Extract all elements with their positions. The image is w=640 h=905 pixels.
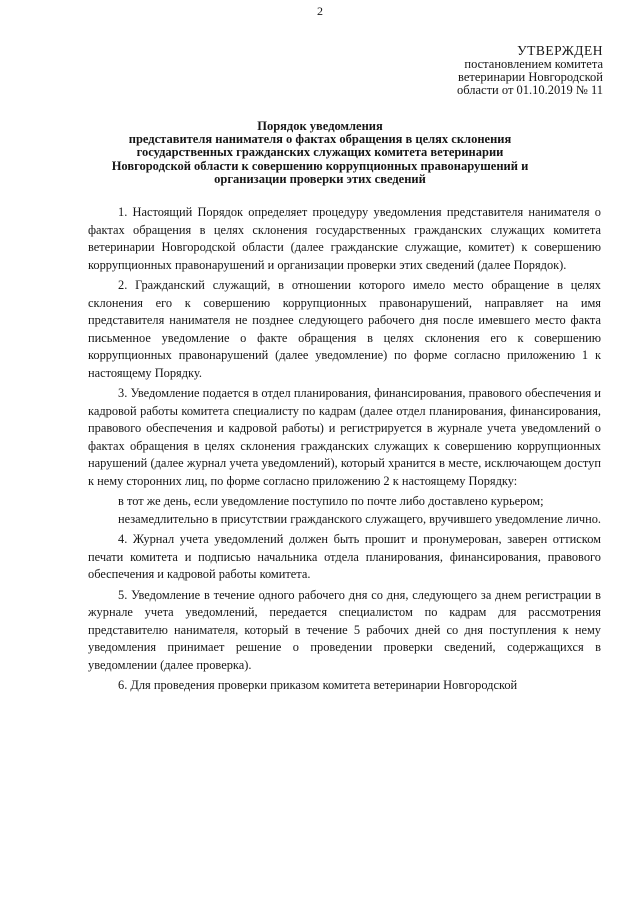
document-title — [80, 120, 560, 186]
paragraph-3: 3. Уведомление подается в отдел планирования, финансирования, правового обеспечения и кадровой работы комитета специалисту по кадрам (далее отдел планирования, финансирования, правового обеспечения и кадровой работы) и регистрируется в журнале учета уведомлений о фактах обращения в целях склонения гражданских служащих к совершению коррупционных нарушений (далее журнал учета уведомлений), который хранится в месте, исключающем доступ к нему сторонних лиц, по форме согласно приложению 2 к настоящему Порядку: — [88, 386, 601, 488]
paragraph-5: 5. Уведомление в течение одного рабочего дня со дня, следующего за днем регистрации в журнале учета уведомлений, передается специалистом по кадрам для рассмотрения представителю нанимателя, который в течение 5 рабочих дней со дня поступления к нему уведомления принимает решение о проведении проверки сведений, содержащихся в уведомлении (далее проверка). — [88, 587, 601, 672]
document-body — [88, 204, 601, 695]
approval-line: постановлением комитета — [464, 57, 603, 71]
title-line: Порядок уведомления — [257, 119, 383, 133]
paragraph-6: 6. Для проведения проверки приказом комитета ветеринарии Новгородской — [118, 678, 518, 692]
page-number: 2 — [317, 4, 323, 18]
paragraph-2: 2. Гражданский служащий, в отношении которого имело место обращение в целях склонения его к совершению коррупционных правонарушений, направляет на имя представителя нанимателя не позднее следующего рабочего дня после имевшего место факта письменное уведомление о факте обращения в целях склонения его к совершению коррупционных правонарушений (далее уведомление) по форме согласно приложению 1 к настоящему Порядку. — [88, 278, 601, 380]
paragraph-3-item-1: в тот же день, если уведомление поступило по почте либо доставлено курьером; — [118, 494, 544, 508]
approval-line: ветеринарии Новгородской — [458, 70, 603, 84]
paragraph-1: 1. Настоящий Порядок определяет процедуру уведомления представителя нанимателя о фактах обращения в целях склонения государственных гражданских служащих комитета ветеринарии Новгородской области (далее гражданские служащие, комитет) к совершению коррупционных правонарушений и организации проверки этих сведений (далее Порядок). — [88, 205, 601, 272]
approval-heading: УТВЕРЖДЕН — [517, 43, 603, 58]
title-line: представителя нанимателя о фактах обращения в целях склонения — [128, 132, 512, 147]
title-line: организации проверки этих сведений — [214, 171, 426, 186]
approval-line: области от 01.10.2019 № 11 — [456, 83, 603, 97]
title-line: государственных гражданских служащих комитета ветеринарии — [136, 145, 504, 160]
approval-stamp — [457, 44, 603, 97]
title-line: Новгородской области к совершению коррупционных правонарушений и — [111, 158, 529, 173]
paragraph-4: 4. Журнал учета уведомлений должен быть прошит и пронумерован, заверен оттиском печати комитета и подписью начальника отдела планирования, финансирования, правового обеспечения и кадровой работы комитета. — [88, 532, 601, 581]
paragraph-3-item-2: незамедлительно в присутствии гражданского служащего, вручившего уведомление лично. — [118, 511, 601, 526]
